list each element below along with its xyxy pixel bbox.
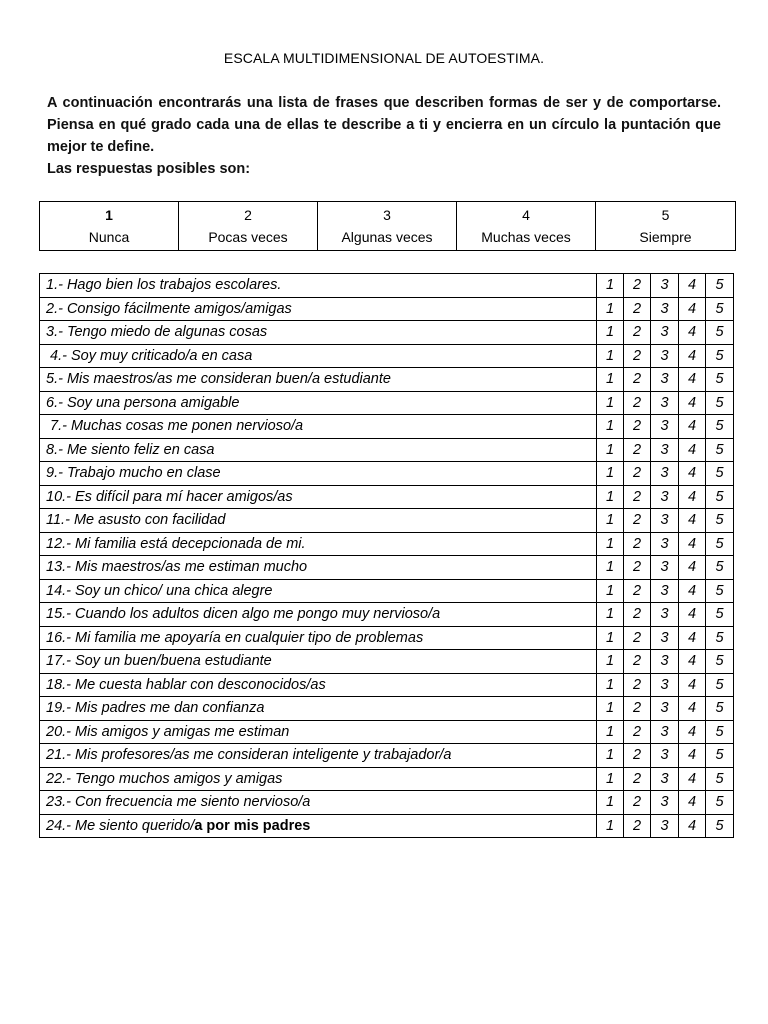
statement-text: 8.- Me siento feliz en casa xyxy=(46,441,215,458)
rating-option-1[interactable]: 1 xyxy=(597,791,624,815)
statement-cell xyxy=(40,391,597,415)
table-row xyxy=(40,673,734,697)
rating-option-3[interactable]: 3 xyxy=(651,767,679,791)
rating-option-2[interactable]: 2 xyxy=(624,274,651,298)
statement-text-tail: a por mis padres xyxy=(194,817,311,834)
rating-option-5[interactable]: 5 xyxy=(706,650,734,674)
statement-text: 2.- Consigo fácilmente amigos/amigas xyxy=(46,300,292,317)
rating-option-3[interactable]: 3 xyxy=(651,673,679,697)
table-row xyxy=(40,485,734,509)
scale-label: Nunca xyxy=(88,229,130,245)
rating-option-4[interactable]: 4 xyxy=(679,368,706,392)
rating-option-1[interactable]: 1 xyxy=(597,344,624,368)
rating-option-4[interactable]: 4 xyxy=(679,720,706,744)
statement-cell xyxy=(40,274,597,298)
rating-option-5[interactable]: 5 xyxy=(706,438,734,462)
table-row xyxy=(40,556,734,580)
rating-option-5[interactable]: 5 xyxy=(706,767,734,791)
table-row xyxy=(40,415,734,439)
rating-option-2[interactable]: 2 xyxy=(624,438,651,462)
rating-option-5[interactable]: 5 xyxy=(706,344,734,368)
statement-cell xyxy=(40,650,597,674)
statement-text: 13.- Mis maestros/as me estiman mucho xyxy=(46,559,308,576)
rating-option-1[interactable]: 1 xyxy=(597,673,624,697)
rating-option-1[interactable]: 1 xyxy=(597,579,624,603)
table-row xyxy=(40,697,734,721)
statement-cell xyxy=(40,556,597,580)
questionnaire-table xyxy=(39,273,734,838)
rating-option-5[interactable]: 5 xyxy=(706,391,734,415)
rating-option-1[interactable]: 1 xyxy=(597,415,624,439)
statement-text: 21.- Mis profesores/as me consideran inteligente y trabajador/a xyxy=(46,747,452,764)
statement-text: 5.- Mis maestros/as me consideran buen/a estudiante xyxy=(46,371,391,388)
scale-label: Siempre xyxy=(639,229,692,245)
rating-option-3[interactable]: 3 xyxy=(651,509,679,533)
rating-option-1[interactable]: 1 xyxy=(597,462,624,486)
statement-text: 24.- Me siento querido/ xyxy=(46,817,195,834)
statement-cell xyxy=(40,415,597,439)
rating-option-4[interactable]: 4 xyxy=(679,579,706,603)
rating-option-4[interactable]: 4 xyxy=(679,556,706,580)
rating-option-2[interactable]: 2 xyxy=(624,415,651,439)
rating-option-5[interactable]: 5 xyxy=(706,579,734,603)
rating-option-2[interactable]: 2 xyxy=(624,462,651,486)
scale-cell-3 xyxy=(318,202,457,251)
rating-option-4[interactable]: 4 xyxy=(679,274,706,298)
table-row xyxy=(40,368,734,392)
scale-number: 5 xyxy=(661,207,670,223)
statement-cell xyxy=(40,532,597,556)
rating-option-2[interactable]: 2 xyxy=(624,767,651,791)
rating-option-4[interactable]: 4 xyxy=(679,626,706,650)
rating-option-3[interactable]: 3 xyxy=(651,579,679,603)
rating-option-2[interactable]: 2 xyxy=(624,744,651,768)
rating-option-3[interactable]: 3 xyxy=(651,556,679,580)
rating-option-5[interactable]: 5 xyxy=(706,744,734,768)
table-row xyxy=(40,509,734,533)
rating-option-2[interactable]: 2 xyxy=(624,626,651,650)
statement-text: 15.- Cuando los adultos dicen algo me pongo muy nervioso/a xyxy=(46,606,441,623)
instructions-paragraph: A continuación encontrarás una lista de frases que describen formas de ser y de comportarse. Piensa en qué grado cada una de ellas te describe a ti y encierra en un círculo la puntación que mejor te define. xyxy=(47,95,721,155)
table-row xyxy=(40,532,734,556)
scale-cell-1 xyxy=(40,202,179,251)
rating-option-5[interactable]: 5 xyxy=(706,603,734,627)
rating-option-1[interactable]: 1 xyxy=(597,274,624,298)
rating-option-3[interactable]: 3 xyxy=(651,603,679,627)
rating-option-4[interactable]: 4 xyxy=(679,744,706,768)
rating-option-3[interactable]: 3 xyxy=(651,720,679,744)
document-title: ESCALA MULTIDIMENSIONAL DE AUTOESTIMA. xyxy=(223,50,545,66)
statement-text: 10.- Es difícil para mí hacer amigos/as xyxy=(46,488,293,505)
rating-option-2[interactable]: 2 xyxy=(624,791,651,815)
statement-text: 11.- Me asusto con facilidad xyxy=(46,512,226,529)
statement-text: 14.- Soy un chico/ una chica alegre xyxy=(46,582,273,599)
statement-text: 3.- Tengo miedo de algunas cosas xyxy=(46,324,268,341)
statement-cell xyxy=(40,438,597,462)
rating-option-5[interactable]: 5 xyxy=(706,297,734,321)
rating-option-3[interactable]: 3 xyxy=(651,391,679,415)
rating-option-3[interactable]: 3 xyxy=(651,650,679,674)
table-row xyxy=(40,297,734,321)
rating-option-1[interactable]: 1 xyxy=(597,438,624,462)
rating-option-3[interactable]: 3 xyxy=(651,462,679,486)
rating-option-1[interactable]: 1 xyxy=(597,626,624,650)
rating-option-4[interactable]: 4 xyxy=(679,509,706,533)
rating-option-4[interactable]: 4 xyxy=(679,344,706,368)
statement-cell xyxy=(40,368,597,392)
rating-option-2[interactable]: 2 xyxy=(624,509,651,533)
rating-option-3[interactable]: 3 xyxy=(651,814,679,838)
statement-cell xyxy=(40,767,597,791)
rating-option-4[interactable]: 4 xyxy=(679,391,706,415)
rating-option-4[interactable]: 4 xyxy=(679,791,706,815)
statement-cell xyxy=(40,791,597,815)
rating-option-2[interactable]: 2 xyxy=(624,485,651,509)
table-row xyxy=(40,391,734,415)
scale-number: 1 xyxy=(105,207,113,223)
rating-option-1[interactable]: 1 xyxy=(597,368,624,392)
statement-text: 1.- Hago bien los trabajos escolares. xyxy=(46,277,282,294)
rating-option-3[interactable]: 3 xyxy=(651,274,679,298)
rating-option-3[interactable]: 3 xyxy=(651,697,679,721)
rating-option-4[interactable]: 4 xyxy=(679,532,706,556)
rating-option-4[interactable]: 4 xyxy=(679,673,706,697)
table-row xyxy=(40,579,734,603)
statement-text: 18.- Me cuesta hablar con desconocidos/as xyxy=(46,676,326,693)
rating-option-4[interactable]: 4 xyxy=(679,297,706,321)
statement-cell xyxy=(40,720,597,744)
table-row xyxy=(40,767,734,791)
rating-option-2[interactable]: 2 xyxy=(624,391,651,415)
statement-text: 19.- Mis padres me dan confianza xyxy=(46,700,265,717)
statement-text: 17.- Soy un buen/buena estudiante xyxy=(46,653,272,670)
rating-option-4[interactable]: 4 xyxy=(679,697,706,721)
rating-option-5[interactable]: 5 xyxy=(706,415,734,439)
rating-option-2[interactable]: 2 xyxy=(624,532,651,556)
statement-cell xyxy=(40,344,597,368)
rating-option-1[interactable]: 1 xyxy=(597,485,624,509)
rating-option-1[interactable]: 1 xyxy=(597,556,624,580)
table-row xyxy=(40,344,734,368)
rating-option-3[interactable]: 3 xyxy=(651,438,679,462)
rating-option-1[interactable]: 1 xyxy=(597,650,624,674)
rating-option-2[interactable]: 2 xyxy=(624,297,651,321)
rating-option-4[interactable]: 4 xyxy=(679,603,706,627)
rating-option-1[interactable]: 1 xyxy=(597,697,624,721)
rating-option-2[interactable]: 2 xyxy=(624,344,651,368)
statement-cell xyxy=(40,579,597,603)
statement-cell xyxy=(40,626,597,650)
rating-option-3[interactable]: 3 xyxy=(651,744,679,768)
rating-option-4[interactable]: 4 xyxy=(679,767,706,791)
statement-cell xyxy=(40,603,597,627)
response-scale-table xyxy=(39,201,736,251)
rating-option-5[interactable]: 5 xyxy=(706,673,734,697)
statement-text: 23.- Con frecuencia me siento nervioso/a xyxy=(46,794,311,811)
rating-option-2[interactable]: 2 xyxy=(624,556,651,580)
scale-number: 4 xyxy=(522,207,530,223)
rating-option-3[interactable]: 3 xyxy=(651,791,679,815)
rating-option-1[interactable]: 1 xyxy=(597,814,624,838)
rating-option-5[interactable]: 5 xyxy=(706,697,734,721)
rating-option-1[interactable]: 1 xyxy=(597,509,624,533)
table-row xyxy=(40,744,734,768)
table-row xyxy=(40,438,734,462)
statement-cell xyxy=(40,744,597,768)
rating-option-3[interactable]: 3 xyxy=(651,344,679,368)
statement-cell xyxy=(40,697,597,721)
rating-option-2[interactable]: 2 xyxy=(624,368,651,392)
statement-text: 7.- Muchas cosas me ponen nervioso/a xyxy=(46,418,304,435)
table-row xyxy=(40,274,734,298)
rating-option-4[interactable]: 4 xyxy=(679,650,706,674)
statement-cell xyxy=(40,297,597,321)
rating-option-2[interactable]: 2 xyxy=(624,579,651,603)
rating-option-2[interactable]: 2 xyxy=(624,814,651,838)
table-row xyxy=(40,626,734,650)
scale-cell-4 xyxy=(457,202,596,251)
rating-option-4[interactable]: 4 xyxy=(679,321,706,345)
rating-option-1[interactable]: 1 xyxy=(597,603,624,627)
statement-cell xyxy=(40,814,597,838)
rating-option-3[interactable]: 3 xyxy=(651,485,679,509)
statement-cell xyxy=(40,509,597,533)
scale-label: Pocas veces xyxy=(208,229,288,245)
table-row xyxy=(40,791,734,815)
table-row xyxy=(40,720,734,744)
rating-option-4[interactable]: 4 xyxy=(679,485,706,509)
rating-option-2[interactable]: 2 xyxy=(624,720,651,744)
table-row xyxy=(40,814,734,838)
scale-label: Muchas veces xyxy=(481,229,571,245)
statement-text: 9.- Trabajo mucho en clase xyxy=(46,465,221,482)
rating-option-1[interactable]: 1 xyxy=(597,767,624,791)
rating-option-5[interactable]: 5 xyxy=(706,462,734,486)
rating-option-5[interactable]: 5 xyxy=(706,509,734,533)
statement-cell xyxy=(40,462,597,486)
scale-number: 2 xyxy=(244,207,252,223)
rating-option-3[interactable]: 3 xyxy=(651,368,679,392)
rating-option-4[interactable]: 4 xyxy=(679,462,706,486)
statement-text: 12.- Mi familia está decepcionada de mi. xyxy=(46,535,306,552)
scale-number: 3 xyxy=(383,207,391,223)
rating-option-3[interactable]: 3 xyxy=(651,321,679,345)
rating-option-1[interactable]: 1 xyxy=(597,532,624,556)
rating-option-5[interactable]: 5 xyxy=(706,532,734,556)
table-row xyxy=(40,650,734,674)
rating-option-1[interactable]: 1 xyxy=(597,297,624,321)
rating-option-3[interactable]: 3 xyxy=(651,626,679,650)
scale-cell-5 xyxy=(596,202,736,251)
rating-option-2[interactable]: 2 xyxy=(624,673,651,697)
rating-option-5[interactable]: 5 xyxy=(706,556,734,580)
table-row xyxy=(40,321,734,345)
statement-text: 6.- Soy una persona amigable xyxy=(46,394,240,411)
statement-text: 16.- Mi familia me apoyaría en cualquier tipo de problemas xyxy=(46,629,424,646)
rating-option-3[interactable]: 3 xyxy=(651,532,679,556)
statement-cell xyxy=(40,321,597,345)
statement-cell xyxy=(40,673,597,697)
rating-option-5[interactable]: 5 xyxy=(706,485,734,509)
rating-option-3[interactable]: 3 xyxy=(651,415,679,439)
rating-option-3[interactable]: 3 xyxy=(651,297,679,321)
statement-cell xyxy=(40,485,597,509)
rating-option-5[interactable]: 5 xyxy=(706,274,734,298)
table-row xyxy=(40,603,734,627)
rating-option-4[interactable]: 4 xyxy=(679,415,706,439)
statement-text: 22.- Tengo muchos amigos y amigas xyxy=(46,770,283,787)
responses-label: Las respuestas posibles son: xyxy=(47,161,251,177)
rating-option-5[interactable]: 5 xyxy=(706,791,734,815)
rating-option-1[interactable]: 1 xyxy=(597,321,624,345)
rating-option-1[interactable]: 1 xyxy=(597,744,624,768)
rating-option-2[interactable]: 2 xyxy=(624,603,651,627)
statement-text: 20.- Mis amigos y amigas me estiman xyxy=(46,723,290,740)
scale-label: Algunas veces xyxy=(341,229,433,245)
rating-option-1[interactable]: 1 xyxy=(597,720,624,744)
rating-option-2[interactable]: 2 xyxy=(624,321,651,345)
rating-option-5[interactable]: 5 xyxy=(706,720,734,744)
rating-option-5[interactable]: 5 xyxy=(706,626,734,650)
statement-text: 4.- Soy muy criticado/a en casa xyxy=(46,347,253,364)
rating-option-4[interactable]: 4 xyxy=(679,814,706,838)
rating-option-4[interactable]: 4 xyxy=(679,438,706,462)
table-row xyxy=(40,462,734,486)
rating-option-2[interactable]: 2 xyxy=(624,697,651,721)
rating-option-2[interactable]: 2 xyxy=(624,650,651,674)
rating-option-1[interactable]: 1 xyxy=(597,391,624,415)
rating-option-5[interactable]: 5 xyxy=(706,321,734,345)
rating-option-5[interactable]: 5 xyxy=(706,814,734,838)
rating-option-5[interactable]: 5 xyxy=(706,368,734,392)
instructions xyxy=(47,92,721,180)
scale-cell-2 xyxy=(179,202,318,251)
